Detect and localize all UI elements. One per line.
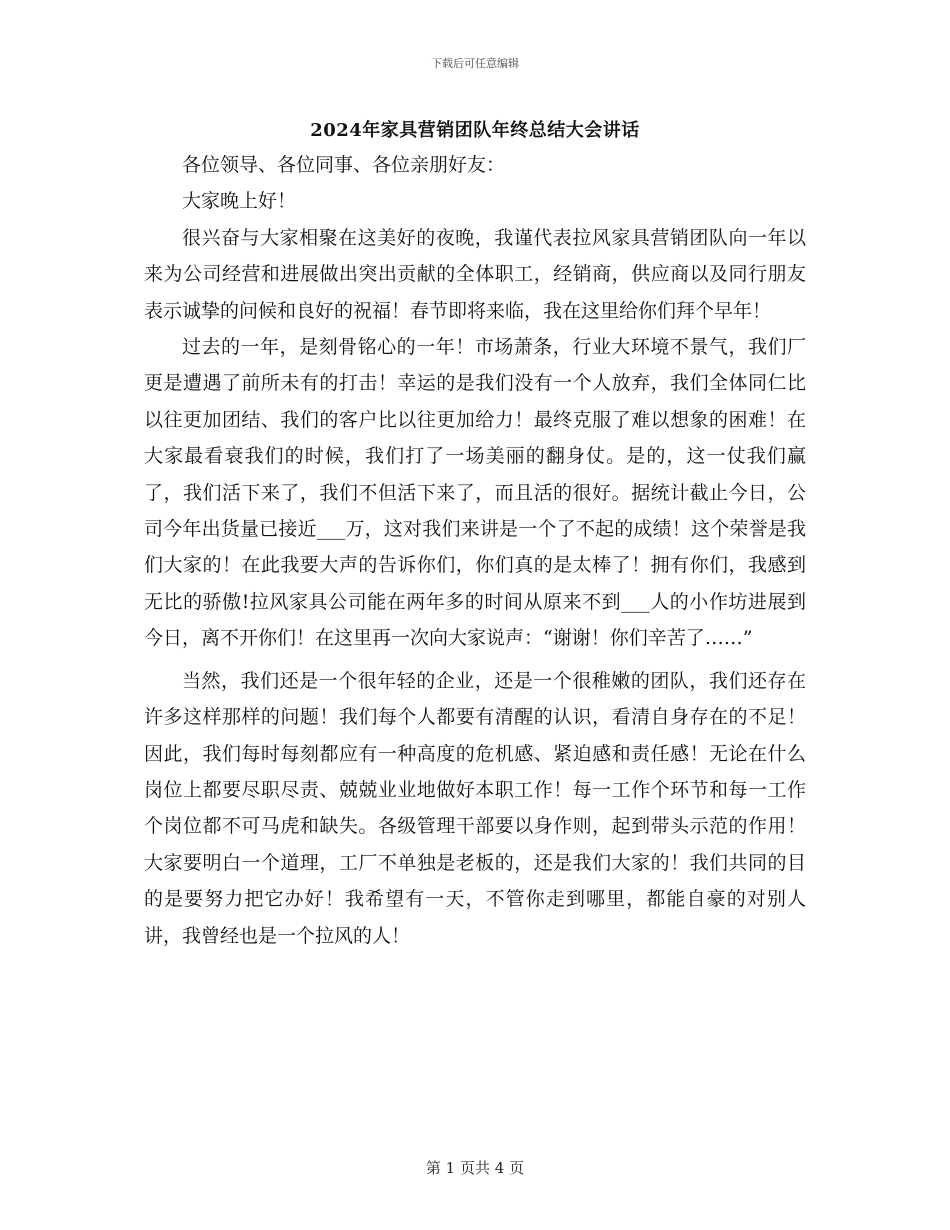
page-footer: 第 1 页共 4 页 [425,1159,525,1177]
paragraph-reflection: 当然，我们还是一个很年轻的企业，还是一个很稚嫩的团队，我们还存在许多这样那样的问题！我们每个人都要有清醒的认识，看清自身存在的不足！因此，我们每时每刻都应有一种高度的危机感、紧迫感和责任感！无论在什么岗位上都要尽职尽责、兢兢业业地做好本职工作！每一工作个环节和每一工作个岗位都不可马虎和缺失。各级管理干部要以身作则，起到带头示范的作用！大家要明白一个道理，工厂不单独是老板的，还是我们大家的！我们共同的目的是要努力把它办好！我希望有一天，不管你走到哪里，都能自豪的对别人讲，我曾经也是一个拉风的人！ [144,669,806,947]
document-body [144,147,806,954]
paragraph-salutation: 大家晚上好！ [182,190,297,213]
paragraph-greeting: 各位领导、各位同事、各位亲朋好友： [182,154,506,176]
paragraph-opening: 很兴奋与大家相聚在这美好的夜晚，我谨代表拉风家具营销团队向一年以来为公司经营和进展做出突出贡献的全体职工，经销商，供应商以及同行朋友表示诚挚的问候和良好的祝福！春节即将来临，我在这里给你们拜个早年！ [144,226,806,322]
document-title: 2024年家具营销团队年终总结大会讲话 [310,120,640,141]
header-note: 下载后可任意编辑 [431,57,519,70]
paragraph-review: 过去的一年，是刻骨铭心的一年！市场萧条，行业大环境不景气，我们厂更是遭遇了前所未有的打击！幸运的是我们没有一个人放弃，我们全体同仁比以往更加团结、我们的客户比以往更加给力！最终克服了难以想象的困难！在大家最看衰我们的时候，我们打了一场美丽的翻身仗。是的，这一仗我们赢了，我们活下来了，我们不但活下来了，而且活的很好。据统计截止今日，公司今年出货量已接近___万，这对我们来讲是一个了不起的成绩！这个荣誉是我们大家的！在此我要大声的告诉你们，你们真的是太棒了！拥有你们，我感到无比的骄傲!拉风家具公司能在两年多的时间从原来不到___人的小作坊进展到今日，离不开你们！在这里再一次向大家说声：“谢谢！你们辛苦了……” [144,336,806,650]
